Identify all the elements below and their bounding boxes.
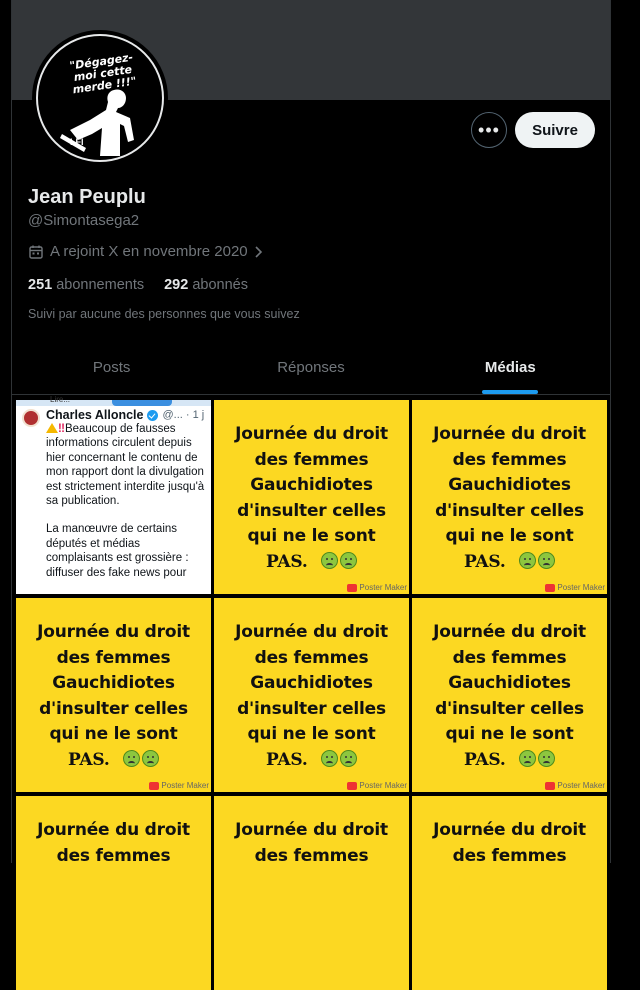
poster-line: PAS.	[266, 749, 308, 770]
poster-maker-icon	[149, 782, 159, 790]
poster-watermark	[347, 583, 407, 592]
poster-line: Gauchidiotes	[448, 673, 571, 693]
avatar-logo: LFI	[70, 137, 84, 147]
poster-text	[214, 422, 409, 575]
profile-tabs	[12, 340, 610, 395]
poster-line: Journée du droit	[235, 820, 388, 840]
poster-line: PAS.	[464, 749, 506, 770]
poster-text	[214, 818, 409, 869]
tweet-top-strip	[16, 395, 211, 406]
watermark-text: Poster Maker	[557, 781, 605, 790]
handle: @Simontasega2	[28, 212, 140, 229]
poster-line: qui ne le sont	[247, 724, 376, 744]
media-item-poster[interactable]	[412, 400, 607, 594]
poster-watermark	[545, 781, 605, 790]
poster-line: Journée du droit	[433, 820, 586, 840]
nauseated-face-icon	[340, 750, 357, 767]
poster-line: Gauchidiotes	[448, 475, 571, 495]
poster-text	[412, 620, 607, 773]
following-count: 251	[28, 277, 53, 293]
tweet-meta: @... · 1 j	[162, 409, 205, 421]
nauseated-face-icon	[142, 750, 159, 767]
poster-line: des femmes	[452, 647, 567, 668]
following-label: abonnements	[56, 277, 145, 293]
watermark-text: Poster Maker	[359, 781, 407, 790]
poster-watermark	[545, 583, 605, 592]
follow-stats	[28, 277, 248, 293]
poster-text	[412, 818, 607, 869]
following-link[interactable]	[28, 277, 144, 293]
tweet-author	[46, 408, 204, 422]
poster-line: Journée du droit	[235, 622, 388, 642]
poster-line: des femmes	[56, 647, 171, 668]
avatar-image	[36, 34, 164, 162]
display-name: Jean Peuplu	[28, 186, 146, 208]
nauseated-face-icon	[340, 552, 357, 569]
poster-line: Journée du droit	[235, 424, 388, 444]
poster-line: des femmes	[254, 647, 369, 668]
poster-line: Gauchidiotes	[52, 673, 175, 693]
verified-icon	[147, 410, 158, 421]
joined-date[interactable]	[28, 243, 264, 260]
poster-line: qui ne le sont	[49, 724, 178, 744]
watermark-text: Poster Maker	[557, 583, 605, 592]
poster-text	[16, 818, 211, 869]
poster-watermark	[347, 781, 407, 790]
follow-button[interactable]: Suivre	[515, 112, 595, 148]
followers-link[interactable]	[164, 277, 248, 293]
tweet-author-name: Charles Alloncle	[46, 408, 144, 422]
tweet-top-strip-text: Lire...	[50, 395, 71, 404]
poster-maker-icon	[545, 584, 555, 592]
tweet-avatar	[22, 409, 40, 427]
calendar-icon	[28, 244, 44, 260]
watermark-text: Poster Maker	[161, 781, 209, 790]
poster-line: Gauchidiotes	[250, 475, 373, 495]
tab-replies-label: Réponses	[277, 359, 345, 376]
poster-line: d'insulter celles	[435, 698, 584, 719]
poster-line: PAS.	[266, 551, 308, 572]
tweet-top-bar	[112, 400, 172, 406]
followed-by-text: Suivi par aucune des personnes que vous suivez	[28, 307, 300, 321]
nauseated-face-icon	[519, 552, 536, 569]
media-item-poster[interactable]	[214, 400, 409, 594]
more-options-button[interactable]	[471, 112, 507, 148]
poster-line: des femmes	[452, 845, 567, 866]
poster-text	[16, 620, 211, 773]
poster-maker-icon	[347, 782, 357, 790]
tab-posts[interactable]	[12, 340, 211, 394]
media-item-tweet-screenshot[interactable]	[16, 395, 211, 594]
poster-maker-icon	[545, 782, 555, 790]
poster-line: d'insulter celles	[237, 698, 386, 719]
tab-media[interactable]	[411, 340, 610, 394]
tweet-body	[46, 422, 208, 580]
poster-line: PAS.	[68, 749, 110, 770]
joined-label: A rejoint X en novembre 2020	[50, 243, 248, 260]
poster-text	[214, 620, 409, 773]
avatar[interactable]	[32, 30, 168, 166]
media-item-poster[interactable]	[412, 796, 607, 990]
double-exclamation-icon: ‼	[58, 423, 65, 435]
nauseated-face-icon	[519, 750, 536, 767]
followers-label: abonnés	[192, 277, 248, 293]
media-item-poster[interactable]	[214, 796, 409, 990]
ellipsis-icon: •••	[478, 120, 500, 140]
warning-icon	[46, 423, 58, 433]
media-item-poster[interactable]	[214, 598, 409, 792]
poster-line: qui ne le sont	[445, 526, 574, 546]
poster-line: Journée du droit	[433, 424, 586, 444]
chevron-right-icon	[254, 245, 264, 259]
avatar-quote: "Dégagez-moi cette merde !!!"	[68, 50, 138, 97]
nauseated-face-icon	[123, 750, 140, 767]
followers-count: 292	[164, 277, 189, 293]
media-item-poster[interactable]	[16, 598, 211, 792]
watermark-text: Poster Maker	[359, 583, 407, 592]
tweet-text-1: Beaucoup de fausses informations circulent depuis hier concernant le contenu de mon rapport dont la divulgation est strictement interdite jusqu'à sa publication.	[46, 423, 205, 508]
poster-line: Journée du droit	[433, 622, 586, 642]
poster-watermark	[149, 781, 209, 790]
poster-line: PAS.	[464, 551, 506, 572]
nauseated-face-icon	[321, 552, 338, 569]
poster-line: d'insulter celles	[435, 500, 584, 521]
nauseated-face-icon	[538, 750, 555, 767]
poster-line: qui ne le sont	[247, 526, 376, 546]
poster-line: d'insulter celles	[39, 698, 188, 719]
poster-line: d'insulter celles	[237, 500, 386, 521]
tab-media-label: Médias	[484, 359, 536, 376]
active-tab-indicator	[482, 390, 538, 394]
media-item-poster[interactable]	[16, 796, 211, 990]
poster-text	[412, 422, 607, 575]
tweet-text-2: La manœuvre de certains députés et médias complaisants est grossière : diffuser des fake news pour	[46, 523, 189, 579]
poster-line: des femmes	[56, 845, 171, 866]
poster-line: qui ne le sont	[445, 724, 574, 744]
poster-line: des femmes	[452, 449, 567, 470]
poster-maker-icon	[347, 584, 357, 592]
poster-line: des femmes	[254, 449, 369, 470]
nauseated-face-icon	[321, 750, 338, 767]
profile-column	[11, 0, 611, 866]
tab-replies[interactable]	[211, 340, 410, 394]
poster-line: Journée du droit	[37, 622, 190, 642]
tab-posts-label: Posts	[92, 359, 131, 376]
poster-line: Gauchidiotes	[250, 673, 373, 693]
poster-line: des femmes	[254, 845, 369, 866]
poster-line: Journée du droit	[37, 820, 190, 840]
nauseated-face-icon	[538, 552, 555, 569]
media-item-poster[interactable]	[412, 598, 607, 792]
